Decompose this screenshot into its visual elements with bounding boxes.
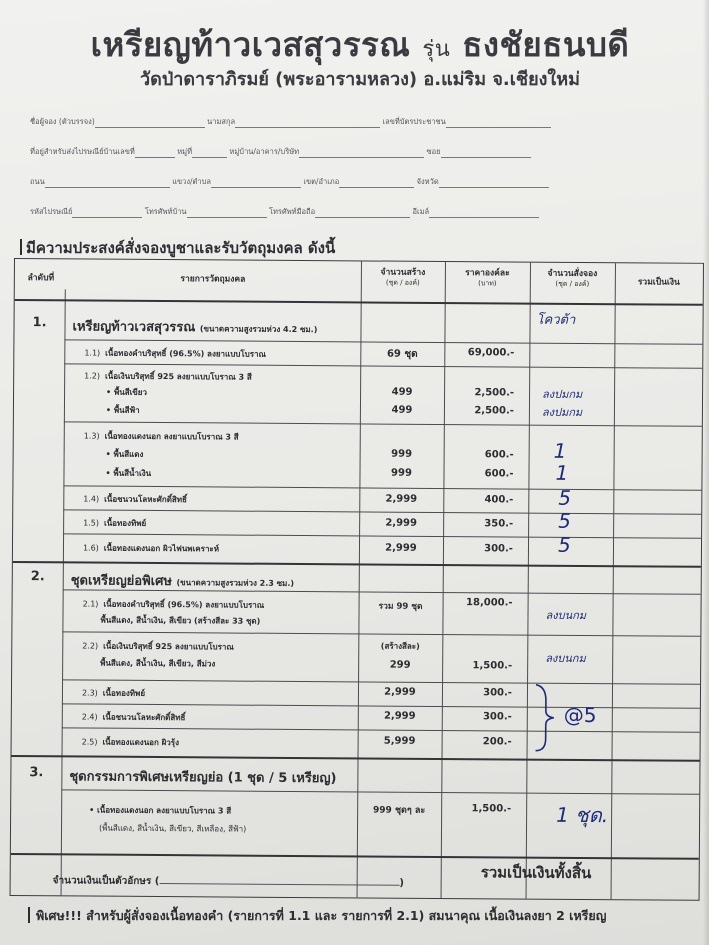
field-row-4	[30, 206, 680, 222]
field-label-home-phone: โทรศัพท์บ้าน	[144, 207, 187, 216]
item-1-2	[84, 369, 252, 383]
item-1-3-navy-hand: 1	[555, 460, 569, 485]
grand-total-label: รวมเป็นเงินทั้งสิ้น	[480, 863, 592, 883]
item-1-3-red-qty: 999	[391, 448, 413, 460]
item-1-3	[84, 429, 239, 443]
section-1-handwritten-quota: โควต้า	[536, 312, 576, 328]
field-province-input[interactable]	[439, 179, 549, 188]
item-1-1-num: 1.1)	[84, 348, 101, 358]
field-district-input[interactable]	[339, 179, 414, 188]
field-label-id: เลขที่บัตรประชาชน	[382, 117, 446, 126]
col-header-made-label: จำนวนสร้าง	[380, 267, 426, 278]
page-edge-shadow	[703, 0, 709, 945]
item-2-2-qty: 299	[389, 659, 411, 671]
special-offer-note	[28, 906, 606, 926]
item-1-5-num: 1.5)	[83, 518, 100, 528]
col-header-ordered-label: จำนวนสั่งจอง	[547, 268, 598, 280]
field-subdistrict-input[interactable]	[211, 179, 301, 188]
item-2-2-name: เนื้อเงินบริสุทธิ์ 925 ลงยาแบบโบราณ	[103, 641, 234, 652]
field-label-province: จังหวัด	[416, 177, 439, 186]
note-bar	[28, 907, 30, 923]
row-divider	[62, 679, 700, 684]
item-1-2-num: 1.2)	[84, 371, 101, 381]
col-header-price	[445, 268, 530, 289]
row-divider	[63, 509, 701, 514]
item-2-3	[82, 686, 145, 699]
row-divider	[62, 727, 700, 732]
row-divider	[64, 363, 702, 368]
amount-in-words-close: )	[399, 877, 404, 889]
item-2-5-qty: 5,999	[383, 735, 416, 747]
item-1-6	[83, 541, 219, 555]
item-1-5-name: เนื้อทองทิพย์	[103, 518, 147, 528]
col-header-total: รวมเป็นเงิน	[637, 277, 680, 288]
brace-hand-note: @5	[563, 702, 597, 728]
item-3-1-colors: (พื้นสีแดง, สีน้ำเงิน, สีเขียว, สีเหลือง, สีฟ้า)	[98, 823, 247, 834]
item-2-4-qty: 2,999	[383, 710, 416, 722]
field-mobile-input[interactable]	[315, 209, 410, 218]
amount-in-words	[53, 873, 404, 890]
field-label-road: ถนน	[30, 177, 45, 186]
item-1-2-name: เนื้อเงินบริสุทธิ์ 925 ลงยาแบบโบราณ 3 สี	[104, 371, 252, 382]
item-2-2-colors: พื้นสีแดง, สีน้ำเงิน, สีเขียว, สีม่วง	[100, 658, 216, 669]
item-1-5	[83, 516, 146, 529]
row-divider	[62, 631, 700, 636]
order-table	[10, 258, 704, 901]
item-1-2-blue: • พื้นสีฟ้า	[105, 405, 140, 415]
section-2-title-text: ชุดเหรียญย่อพิเศษ	[70, 573, 173, 590]
col-divider	[441, 262, 446, 898]
special-offer-text: พิเศษ!!! สำหรับผู้สั่งจองเนื้อทองคำ (รายการที่ 1.1 และ รายการที่ 2.1) สมนาคุณ เนื้อเงินลงยา 2 เหรียญ	[36, 908, 607, 923]
field-label-surname: นามสกุล	[207, 117, 236, 126]
item-2-1-qty: รวม 99 ชุด	[378, 601, 423, 612]
item-2-4-name: เนื้อชนวนโลหะศักดิ์สิทธิ์	[102, 712, 186, 723]
item-1-2-green-price: 2,500.-	[474, 387, 515, 399]
field-house-no-input[interactable]	[135, 149, 175, 158]
item-2-3-price: 300.-	[483, 687, 513, 699]
item-2-1-colors: พื้นสีแดง, สีน้ำเงิน, สีเขียว (สร้างสีละ 33 ชุด)	[100, 615, 261, 626]
row-divider	[15, 299, 703, 305]
title-series: ธงชัยธนบดี	[462, 25, 630, 64]
field-row-2	[30, 146, 680, 162]
section-1-note: (ขนาดความสูงรวมห่วง 4.2 ซม.)	[199, 324, 318, 335]
item-2-2-num: 2.2)	[82, 641, 99, 651]
item-1-6-price: 300.-	[484, 543, 514, 555]
item-2-4	[82, 710, 186, 724]
item-1-2-blue-hand: ลงปมกม	[541, 405, 583, 419]
item-1-4-name: เนื้อชนวนโลหะศักดิ์สิทธิ์	[104, 494, 187, 505]
field-soi-input[interactable]	[441, 149, 531, 158]
section-2-number: 2.	[30, 569, 45, 585]
col-divider	[357, 261, 362, 897]
col-header-price-label: ราคาองค์ละ	[465, 268, 510, 279]
col-divider	[611, 263, 616, 899]
field-label-email: อีเมล์	[412, 207, 430, 216]
amount-in-words-label: จำนวนเงินเป็นตัวอักษร (	[52, 875, 160, 888]
row-divider	[11, 853, 699, 859]
col-header-made	[361, 267, 445, 288]
field-name-input[interactable]	[95, 119, 205, 128]
item-1-1-price: 69,000.-	[467, 347, 515, 359]
field-label-village: หมู่บ้าน/อาคาร/บริษัท	[229, 147, 300, 156]
item-2-2	[82, 639, 234, 653]
item-1-3-navy: • พื้นสีน้ำเงิน	[105, 468, 152, 478]
row-divider	[13, 561, 701, 567]
field-label-district: เขต/อำเภอ	[303, 177, 340, 186]
item-1-2-green: • พื้นสีเขียว	[106, 387, 148, 397]
item-2-5	[82, 735, 179, 749]
handwritten-brace	[532, 683, 562, 753]
section-3-title: ชุดกรรมการพิเศษเหรียญย่อ (1 ชุด / 5 เหรียญ)	[69, 769, 337, 787]
field-label-subdistrict: แขวง/ตำบล	[172, 177, 211, 186]
item-1-3-navy-price: 600.-	[484, 468, 514, 480]
field-postcode-input[interactable]	[72, 209, 142, 218]
item-2-5-price: 200.-	[482, 736, 512, 748]
item-2-2-price: 1,500.-	[472, 660, 513, 672]
item-1-6-name: เนื้อทองแดงนอก ผิวไฟนพเคราะห์	[103, 543, 220, 554]
section-1-title-text: เหรียญท้าวเวสสุวรรณ	[72, 319, 196, 336]
item-1-2-blue-price: 2,500.-	[474, 405, 514, 417]
item-1-5-qty: 2,999	[385, 517, 418, 529]
field-label-postcode: รหัสไปรษณีย์	[30, 207, 73, 216]
col-header-made-unit: (ชุด / องค์)	[385, 278, 420, 287]
col-divider	[61, 289, 66, 895]
item-2-4-price: 300.-	[482, 711, 512, 723]
item-1-2-green-qty: 499	[391, 386, 413, 398]
col-header-order: ลำดับที่	[27, 273, 55, 284]
item-3-1-hand: 1 ชุด.	[556, 802, 609, 828]
col-header-item: รายการวัตถุมงคล	[180, 274, 246, 285]
item-2-3-name: เนื้อทองทิพย์	[102, 688, 146, 698]
section-1-number: 1.	[32, 315, 47, 331]
title-main: เหรียญท้าวเวสสุวรรณ	[90, 25, 411, 64]
item-3-1-price: 1,500.-	[471, 803, 512, 815]
item-2-3-qty: 2,999	[384, 686, 416, 698]
field-label-soi: ซอย	[426, 147, 441, 156]
item-1-2-green-hand: ลงปมกม	[542, 387, 583, 401]
item-1-6-hand: 5	[557, 532, 571, 557]
item-1-1-name: เนื้อทองคำบริสุทธิ์ (96.5%) ลงยาแบบโบราณ	[105, 348, 266, 359]
item-2-1-hand: ลงบนกม	[545, 608, 587, 623]
field-moo-input[interactable]	[192, 149, 227, 158]
field-home-phone-input[interactable]	[187, 209, 267, 218]
item-1-4-price: 400.-	[484, 494, 514, 506]
title-run: รุ่น	[422, 37, 451, 62]
item-2-5-num: 2.5)	[81, 737, 98, 747]
field-label-name: ชื่อผู้จอง (ตัวบรรจง)	[30, 117, 95, 126]
field-road-input[interactable]	[45, 179, 170, 188]
item-2-1-name: เนื้อทองคำบริสุทธิ์ (96.5%) ลงยาแบบโบราณ	[103, 599, 265, 610]
row-divider	[64, 421, 702, 426]
item-2-3-num: 2.3)	[81, 688, 98, 698]
item-1-2-blue-qty: 499	[391, 404, 413, 416]
item-1-5-hand: 5	[558, 508, 571, 533]
col-header-ordered	[530, 269, 615, 290]
item-1-4-hand: 5	[558, 485, 572, 510]
item-1-1	[84, 346, 266, 360]
item-1-3-name: เนื้อทองแดงนอก ลงยาแบบโบราณ 3 สี	[104, 431, 239, 442]
field-email-input[interactable]	[429, 209, 539, 218]
item-1-4	[83, 492, 187, 506]
col-header-ordered-unit: (ชุด / องค์)	[555, 279, 590, 289]
row-divider	[63, 485, 701, 490]
item-1-4-qty: 2,999	[385, 493, 418, 505]
item-2-1	[83, 597, 265, 611]
field-village-input[interactable]	[299, 149, 424, 158]
field-label-moo: หมู่ที่	[177, 147, 193, 156]
item-1-6-qty: 2,999	[385, 542, 417, 554]
row-divider	[63, 533, 701, 538]
item-1-3-red: • พื้นสีแดง	[105, 449, 144, 459]
section-1-title	[72, 315, 317, 338]
field-row-3	[30, 176, 680, 192]
item-2-5-name: เนื้อทองแดงนอก ผิวรุ้ง	[102, 737, 180, 748]
field-label-house-no: ที่อยู่สำหรับส่งไปรษณีย์บ้านเลขที่	[30, 147, 135, 156]
row-divider	[61, 789, 699, 794]
item-2-1-num: 2.1)	[82, 599, 99, 609]
field-row-1	[30, 116, 680, 132]
field-surname-input[interactable]	[235, 119, 380, 128]
item-1-4-num: 1.4)	[83, 494, 100, 504]
amount-in-words-input[interactable]	[159, 875, 399, 886]
item-1-3-red-price: 600.-	[484, 449, 514, 461]
form-subtitle: วัดป่าดาราภิรมย์ (พระอารามหลวง) อ.แม่ริม จ.เชียงใหม่	[140, 69, 580, 90]
col-header-price-unit: (บาท)	[478, 279, 497, 288]
section-2-note: (ขนาดความสูงรวมห่วง 2.3 ซม.)	[176, 578, 295, 588]
item-1-6-num: 1.6)	[82, 543, 99, 553]
field-label-mobile: โทรศัพท์มือถือ	[268, 207, 316, 216]
item-2-4-num: 2.4)	[81, 712, 98, 722]
item-3-1: • เนื้อทองแดงนอก ลงยาแบบโบราณ 3 สี	[89, 805, 232, 816]
item-1-3-num: 1.3)	[83, 431, 100, 441]
item-1-5-price: 350.-	[484, 518, 514, 530]
item-1-3-navy-qty: 999	[391, 467, 412, 479]
row-divider	[62, 703, 700, 708]
section-2-title	[71, 569, 294, 592]
order-intent-text: มีความประสงค์สั่งจองบูชาและรับวัตถุมงคล ดังนี้	[26, 239, 336, 257]
col-divider	[526, 263, 531, 899]
order-intent-heading	[20, 236, 335, 260]
item-1-3-red-hand: 1	[553, 438, 567, 463]
item-3-1-qty: 999 ชุดๆ ละ	[373, 805, 426, 816]
heading-bar	[20, 239, 22, 255]
section-3-number: 3.	[29, 765, 44, 781]
item-2-1-price: 18,000.-	[466, 597, 513, 609]
item-2-2-hand: ลงบนกม	[545, 651, 586, 666]
row-divider	[64, 339, 702, 344]
field-id-input[interactable]	[446, 119, 551, 128]
row-divider	[12, 755, 700, 761]
item-2-2-qty-note: (สร้างสีละ)	[380, 641, 420, 651]
item-1-1-qty: 69 ชุด	[386, 348, 418, 360]
